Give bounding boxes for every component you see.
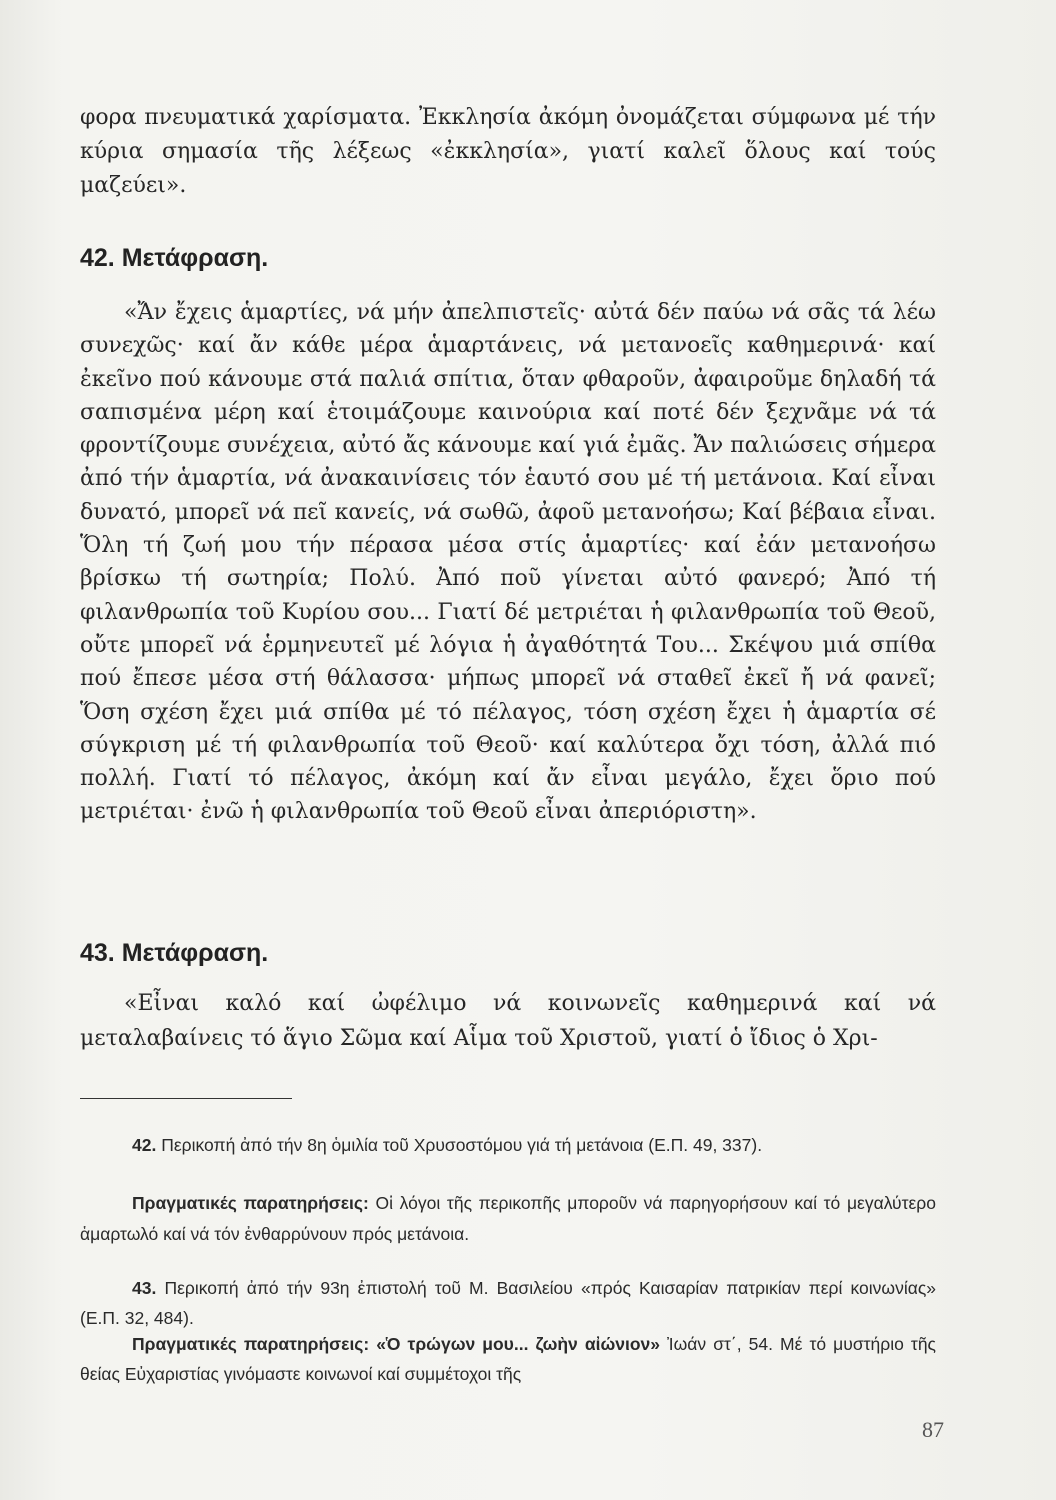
footnote-42-number: 42.	[132, 1135, 157, 1155]
footnote-42-remarks	[80, 1188, 936, 1250]
paragraph-43-translation: «Εἶναι καλό καί ὠφέλιμο νά κοινωνεῖς καθημερινά καί νά μεταλαβαίνεις τό ἅγιο Σῶμα καί Αἷμα τοῦ Χριστοῦ, γιατί ὁ ἴδιος ὁ Χρι-	[80, 991, 936, 1051]
paragraph-42-translation: «Ἄν ἔχεις ἁμαρτίες, νά μήν ἀπελπιστεῖς· αὐτά δέν παύω νά σᾶς τά λέω συνεχῶς· καί ἄν κάθε μέρα ἁμαρτάνεις, νά μετανοεῖς καθημερινά· καί ἐκεῖνο πού κάνουμε στά παλιά σπίτια, ὅταν φθαροῦν, ἀφαιροῦμε δηλαδή τά σαπισμένα μέρη καί ἑτοιμάζουμε καινούρια καί ποτέ δέν ξεχνᾶμε νά τά φροντίζουμε συνέχεια, αὐτό ἄς κάνουμε καί γιά ἐμᾶς. Ἄν παλιώσεις σήμερα ἀπό τήν ἁμαρτία, νά ἀνακαινίσεις τόν ἑαυτό σου μέ τή μετάνοια. Καί εἶναι δυνατό, μπορεῖ νά πεῖ κανείς, νά σωθῶ, ἀφοῦ μετανοήσω; Καί βέβαια εἶναι. Ὅλη τή ζωή μου τήν πέρασα μέσα στίς ἁμαρτίες· καί ἐάν μετανοήσω βρίσκω τή σωτηρία; Πολύ. Ἀπό ποῦ γίνεται αὐτό φανερό; Ἀπό τή φιλανθρωπία τοῦ Κυρίου σου... Γιατί δέ μετριέται ἡ φιλανθρωπία τοῦ Θεοῦ, οὔτε μπορεῖ νά ἑρμηνευτεῖ μέ λόγια ἡ ἀγαθότητά Του... Σκέψου μιά σπίθα πού ἔπεσε μέσα στή θάλασσα· μήπως μπορεῖ νά σταθεῖ ἐκεῖ ἤ νά φανεῖ; Ὅση σχέση ἔχει μιά σπίθα μέ τό πέλαγος, τόση σχέση ἔχει ἡ ἁμαρτία σέ σύγκριση μέ τή φιλανθρωπία τοῦ Θεοῦ· καί καλύτερα ὄχι τόση, ἀλλά πιό πολλή. Γιατί τό πέλαγος, ἀκόμη καί ἄν εἶναι μεγάλο, ἔχει ὅριο πού μετριέται· ἐνῶ ἡ φιλανθρωπία τοῦ Θεοῦ εἶναι ἀπεριόριστη».	[80, 300, 936, 825]
footnote-43-number: 43.	[132, 1278, 157, 1298]
footnote-43-remarks-text: Ἰωάν στ΄, 54. Μέ τό μυστήριο τῆς θείας Εὐχαριστίας γινόμαστε κοινωνοί καί συμμέτοχοι τῆς	[80, 1334, 936, 1384]
footnote-42-text: Περικοπή ἀπό τήν 8η ὁμιλία τοῦ Χρυσοστόμου γιά τή μετάνοια (Ε.Π. 49, 337).	[161, 1135, 763, 1155]
footnote-42-remarks-text: Οἱ λόγοι τῆς περικοπῆς μποροῦν νά παρηγορήσουν καί τό μεγαλύτερο ἁμαρτωλό καί νά τόν ἐνθαρρύνουν πρός μετάνοια.	[80, 1193, 936, 1244]
footnote-43-remarks	[80, 1329, 936, 1389]
footnote-42-remarks-label: Πραγματικές παρατηρήσεις:	[132, 1193, 369, 1213]
page-number: 87	[922, 1417, 944, 1442]
heading-43: 43. Μετάφραση.	[80, 939, 269, 967]
footnote-42	[80, 1130, 936, 1160]
footnote-43-remarks-label: Πραγματικές παρατηρήσεις: «Ὁ τρώγων μου... ζωὴν αἰώνιον»	[132, 1334, 660, 1354]
footnote-divider	[80, 1098, 292, 1099]
footnote-43-text: Περικοπή ἀπό τήν 93η ἐπιστολή τοῦ Μ. Βασιλείου «πρός Καισαρίαν πατρικίαν περί κοινωνίας» (Ε.Π. 32, 484).	[80, 1278, 936, 1328]
footnote-43	[80, 1273, 936, 1333]
paragraph-intro: φορα πνευματικά χαρίσματα. Ἐκκλησία ἀκόμη ὀνομάζεται σύμφωνα μέ τήν κύρια σημασία τῆς λέξεως «ἐκκλησία», γιατί καλεῖ ὅλους καί τούς μαζεύει».	[80, 105, 936, 198]
heading-42: 42. Μετάφραση.	[80, 244, 269, 272]
